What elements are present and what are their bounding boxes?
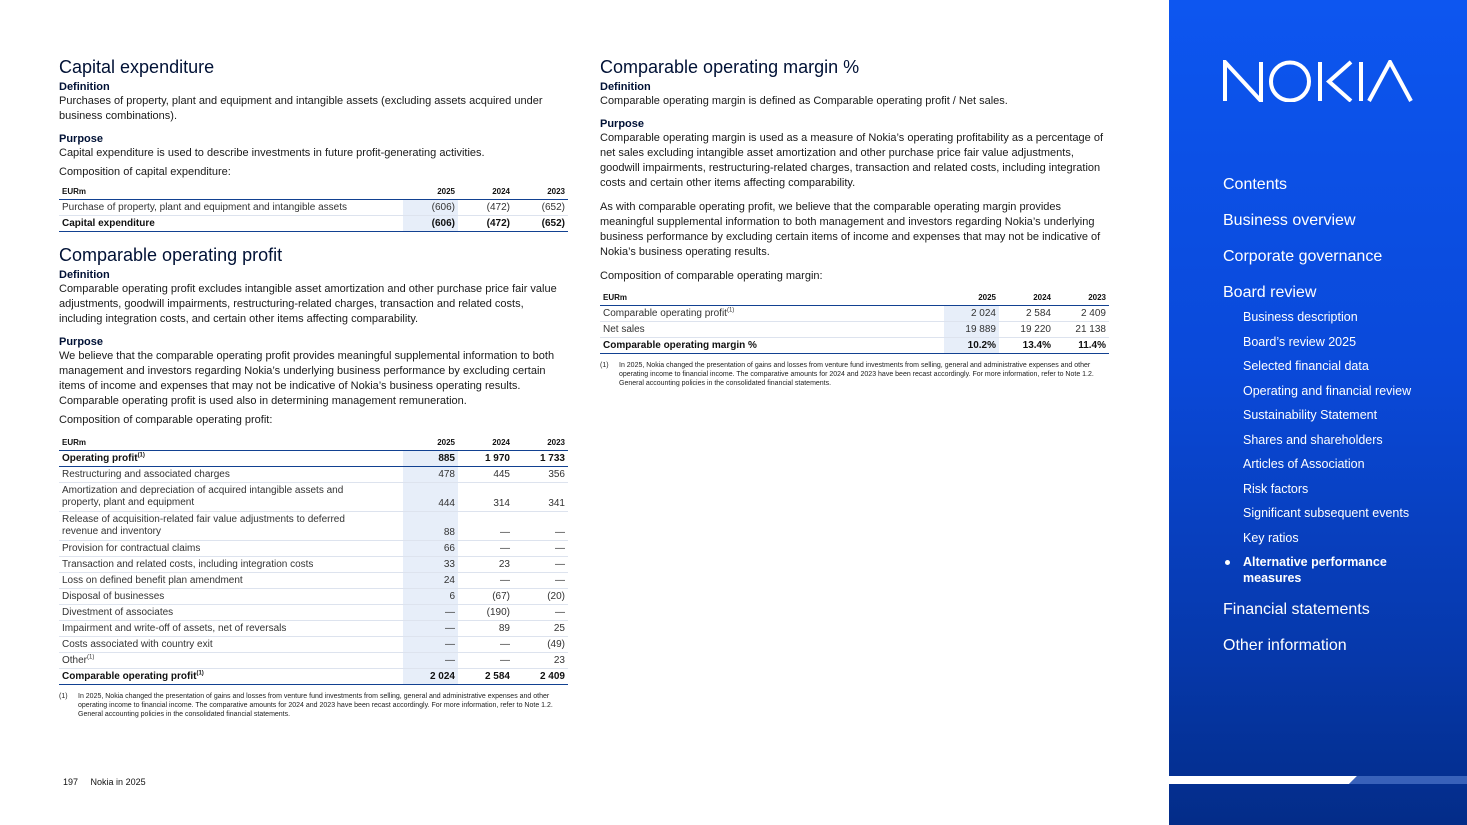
table-row-total [59, 669, 568, 685]
table-row [59, 541, 568, 557]
cell-2024: 23 [458, 557, 513, 573]
nav-sub-item[interactable]: Operating and financial review [1243, 383, 1412, 398]
cell-2025: 6 [403, 589, 458, 605]
cell-2024: — [458, 573, 513, 589]
cell-2023: — [513, 541, 568, 557]
table-row-total [59, 216, 568, 232]
cell-2024: (190) [458, 605, 513, 621]
footnote-marker: (1) [87, 654, 95, 661]
cell-2023: 356 [513, 467, 568, 483]
nav-sub-item[interactable]: Selected financial data [1243, 359, 1369, 373]
row-label: Loss on defined benefit plan amendment [59, 573, 403, 589]
decorative-stripe [1169, 776, 1467, 784]
footnote-marker: (1) [137, 452, 145, 459]
cell-2024: (67) [458, 589, 513, 605]
cop-table [59, 436, 568, 685]
nav-sub-item-active[interactable]: Alternative performance measures [1243, 554, 1411, 586]
table-row [59, 483, 568, 512]
cell-2025: 66 [403, 541, 458, 557]
row-label: Comparable operating profit$^{(1)}$ [600, 306, 944, 322]
row-label: Comparable operating margin % [600, 338, 944, 354]
table-header: 2025 [403, 185, 458, 200]
cell-2025: 24 [403, 573, 458, 589]
cell-2025: 19 889 [944, 322, 999, 338]
sidebar-nav [1223, 175, 1411, 672]
cell-2024: 445 [458, 467, 513, 483]
cop-purpose-text: We believe that the comparable operating profit provides meaningful supplemental information to both management and investors regarding Nokia’s underlying business performance by excluding certain items of income and expenses that may not be indicative of Nokia’s business operating results. Comparable operating profit is used also in determining management remuneration. [59, 350, 555, 407]
cell-2025: 885 [403, 451, 458, 467]
cell-2023: 2 409 [513, 669, 568, 685]
com-definition-text: Comparable operating margin is defined as Comparable operating profit / Net sales. [600, 95, 1008, 107]
cell-2025: 444 [403, 483, 458, 512]
nav-item-board-review[interactable]: Board review [1223, 284, 1317, 301]
footnote-marker: (1) [726, 307, 735, 314]
cell-2024: 1 970 [458, 451, 513, 467]
table-row [59, 653, 568, 669]
row-label: Capital expenditure [59, 216, 403, 232]
cell-2025: 2 024 [944, 306, 999, 322]
cell-2025: — [403, 637, 458, 653]
nav-sub-item[interactable]: Board’s review 2025 [1243, 334, 1357, 349]
row-label: Comparable operating profit$^{(1)}$ [59, 669, 403, 685]
row-label: Transaction and related costs, including integration costs [59, 557, 403, 573]
cell-2024: — [458, 541, 513, 557]
active-bullet-icon [1225, 560, 1230, 565]
cell-2023: 1 733 [513, 451, 568, 467]
table-header: 2024 [999, 291, 1054, 306]
table-row [59, 621, 568, 637]
page-number: 197 [63, 777, 79, 787]
capex-definition-label: Definition [59, 81, 110, 93]
cell-2024: — [458, 512, 513, 541]
row-label: Release of acquisition-related fair value adjustments to deferred revenue and inventory [59, 512, 403, 541]
cell-2025: 2 024 [403, 669, 458, 685]
cop-definition-label: Definition [59, 269, 110, 281]
table-row [59, 557, 568, 573]
nav-sub-item[interactable]: Sustainability Statement [1243, 408, 1378, 422]
row-label: Other$^{(1)}$ [59, 653, 403, 669]
board-review-subnav [1223, 309, 1411, 586]
cell-2023: — [513, 605, 568, 621]
row-label: Provision for contractual claims [59, 541, 403, 557]
row-label: Operating profit$^{(1)}$ [59, 451, 403, 467]
cell-2023: 341 [513, 483, 568, 512]
row-label: Purchase of property, plant and equipment and intangible assets [59, 200, 403, 216]
table-row [59, 451, 568, 467]
cop-definition-text: Comparable operating profit excludes intangible asset amortization and other purchase price fair value adjustments, goodwill impairments, restructuring-related charges, transaction and related costs, including integration costs, and certain other items affecting comparability. [59, 283, 557, 325]
capex-title: Capital expenditure [59, 57, 215, 77]
table-header: EURm [59, 185, 403, 200]
table-header: 2023 [513, 436, 568, 451]
table-header-row [59, 436, 568, 451]
table-header: EURm [600, 291, 944, 306]
nav-item-contents[interactable]: Contents [1223, 176, 1288, 193]
table-header: 2023 [513, 185, 568, 200]
table-row [59, 589, 568, 605]
nav-sub-item[interactable]: Shares and shareholders [1243, 432, 1383, 447]
table-row [59, 637, 568, 653]
page-footer [63, 777, 156, 787]
capex-definition-text: Purchases of property, plant and equipment and intangible assets (excluding assets acquired under business combinations). [59, 95, 543, 122]
nav-item-financial-statements[interactable]: Financial statements [1223, 601, 1370, 618]
table-header: 2023 [1054, 291, 1109, 306]
nav-sub-item[interactable]: Significant subsequent events [1243, 506, 1410, 520]
cell-2024: — [458, 637, 513, 653]
capex-purpose-label: Purpose [59, 133, 104, 145]
cell-2023: 25 [513, 621, 568, 637]
table-header-row [59, 185, 568, 200]
cell-2024: 19 220 [999, 322, 1054, 338]
table-row [59, 467, 568, 483]
cell-2024: 89 [458, 621, 513, 637]
nav-item-other-information[interactable]: Other information [1223, 637, 1347, 654]
cell-2023: — [513, 512, 568, 541]
cell-2024: (472) [458, 216, 513, 232]
table-row [59, 605, 568, 621]
cell-2023: 11.4% [1054, 338, 1109, 354]
row-label: Divestment of associates [59, 605, 403, 621]
cell-2025: (606) [403, 216, 458, 232]
cell-2024: (472) [458, 200, 513, 216]
table-header: 2024 [458, 185, 513, 200]
left-column [59, 56, 568, 719]
footnote-marker: (1) [196, 670, 204, 677]
cell-2025: (606) [403, 200, 458, 216]
row-label: Amortization and depreciation of acquired intangible assets and property, plant and equipment [59, 483, 403, 512]
cell-2025: 33 [403, 557, 458, 573]
row-label: Impairment and write-off of assets, net of reversals [59, 621, 403, 637]
table-header: EURm [59, 436, 403, 451]
com-footnote [600, 361, 1109, 388]
cell-2025: — [403, 621, 458, 637]
right-column [600, 56, 1109, 388]
com-composition-label: Composition of comparable operating margin: [600, 270, 823, 282]
cell-2024: 2 584 [458, 669, 513, 685]
cop-title: Comparable operating profit [59, 245, 283, 265]
com-purpose-label: Purpose [600, 118, 645, 130]
table-header: 2025 [944, 291, 999, 306]
capex-composition-label: Composition of capital expenditure: [59, 166, 231, 178]
footnote-text: In 2025, Nokia changed the presentation of gains and losses from venture fund investments from selling, general and administrative expenses and other operating income to financial income. The comparative amounts for 2024 and 2023 have been recast accordingly. For more information, refer to Note 1.2. General accounting policies in the consolidated financial statements. [78, 693, 553, 718]
com-purpose-text-2: As with comparable operating profit, we believe that the comparable operating margin provides meaningful supplemental information to both management and investors regarding Nokia’s underlying business performance by excluding certain items of income and expenses that may not be indicative of Nokia’s business operating results. [600, 201, 1101, 258]
cell-2024: 314 [458, 483, 513, 512]
table-row [600, 306, 1109, 322]
table-header: 2025 [403, 436, 458, 451]
cell-2025: — [403, 653, 458, 669]
cop-composition-label: Composition of comparable operating profit: [59, 414, 273, 426]
cell-2023: — [513, 557, 568, 573]
nav-item-corporate-governance[interactable]: Corporate governance [1223, 248, 1383, 265]
cell-2023: (652) [513, 200, 568, 216]
table-row-total [600, 338, 1109, 354]
capex-table [59, 185, 568, 232]
cell-2023: (652) [513, 216, 568, 232]
cop-footnote [59, 692, 568, 719]
sidebar [1169, 0, 1467, 825]
cell-2023: (20) [513, 589, 568, 605]
capex-purpose-text: Capital expenditure is used to describe investments in future profit-generating activities. [59, 147, 485, 159]
cell-2024: 13.4% [999, 338, 1054, 354]
com-definition-label: Definition [600, 81, 651, 93]
cell-2023: (49) [513, 637, 568, 653]
footnote-number: (1) [59, 693, 68, 700]
table-row [59, 512, 568, 541]
cell-2023: 2 409 [1054, 306, 1109, 322]
cell-2023: 23 [513, 653, 568, 669]
cell-2025: 10.2% [944, 338, 999, 354]
footnote-number: (1) [600, 362, 609, 369]
com-purpose-text-1: Comparable operating margin is used as a measure of Nokia’s operating profitability as a percentage of net sales excluding intangible asset amortization and other purchase price fair value adjustments, goodwill impairments, restructuring-related charges, transaction and related costs, including integration costs and certain other items affecting comparability. [600, 132, 1104, 189]
table-row [59, 573, 568, 589]
cell-2023: 21 138 [1054, 322, 1109, 338]
cell-2025: 478 [403, 467, 458, 483]
cell-2024: — [458, 653, 513, 669]
nav-sub-item[interactable]: Business description [1243, 310, 1358, 324]
row-label: Net sales [600, 322, 944, 338]
nav-item-business-overview[interactable]: Business overview [1223, 212, 1356, 229]
document-name: Nokia in 2025 [90, 777, 146, 787]
cell-2025: 88 [403, 512, 458, 541]
nokia-logo[interactable] [1223, 60, 1413, 102]
nav-sub-item[interactable]: Key ratios [1243, 530, 1299, 545]
row-label: Restructuring and associated charges [59, 467, 403, 483]
table-row [600, 322, 1109, 338]
cop-purpose-label: Purpose [59, 336, 104, 348]
com-table [600, 291, 1109, 354]
table-header: 2024 [458, 436, 513, 451]
cell-2023: — [513, 573, 568, 589]
com-title: Comparable operating margin % [600, 57, 860, 77]
nav-sub-item[interactable]: Articles of Association [1243, 457, 1365, 471]
table-row [59, 200, 568, 216]
row-label: Costs associated with country exit [59, 637, 403, 653]
footnote-text: In 2025, Nokia changed the presentation of gains and losses from venture fund investments from selling, general and administrative expenses and other operating income to financial income. The comparative amounts for 2024 and 2023 have been recast accordingly. For more information, refer to Note 1.2. General accounting policies in the consolidated financial statements. [619, 362, 1094, 387]
row-label: Disposal of businesses [59, 589, 403, 605]
cell-2024: 2 584 [999, 306, 1054, 322]
nav-sub-item[interactable]: Risk factors [1243, 481, 1309, 496]
table-header-row [600, 291, 1109, 306]
cell-2025: — [403, 605, 458, 621]
